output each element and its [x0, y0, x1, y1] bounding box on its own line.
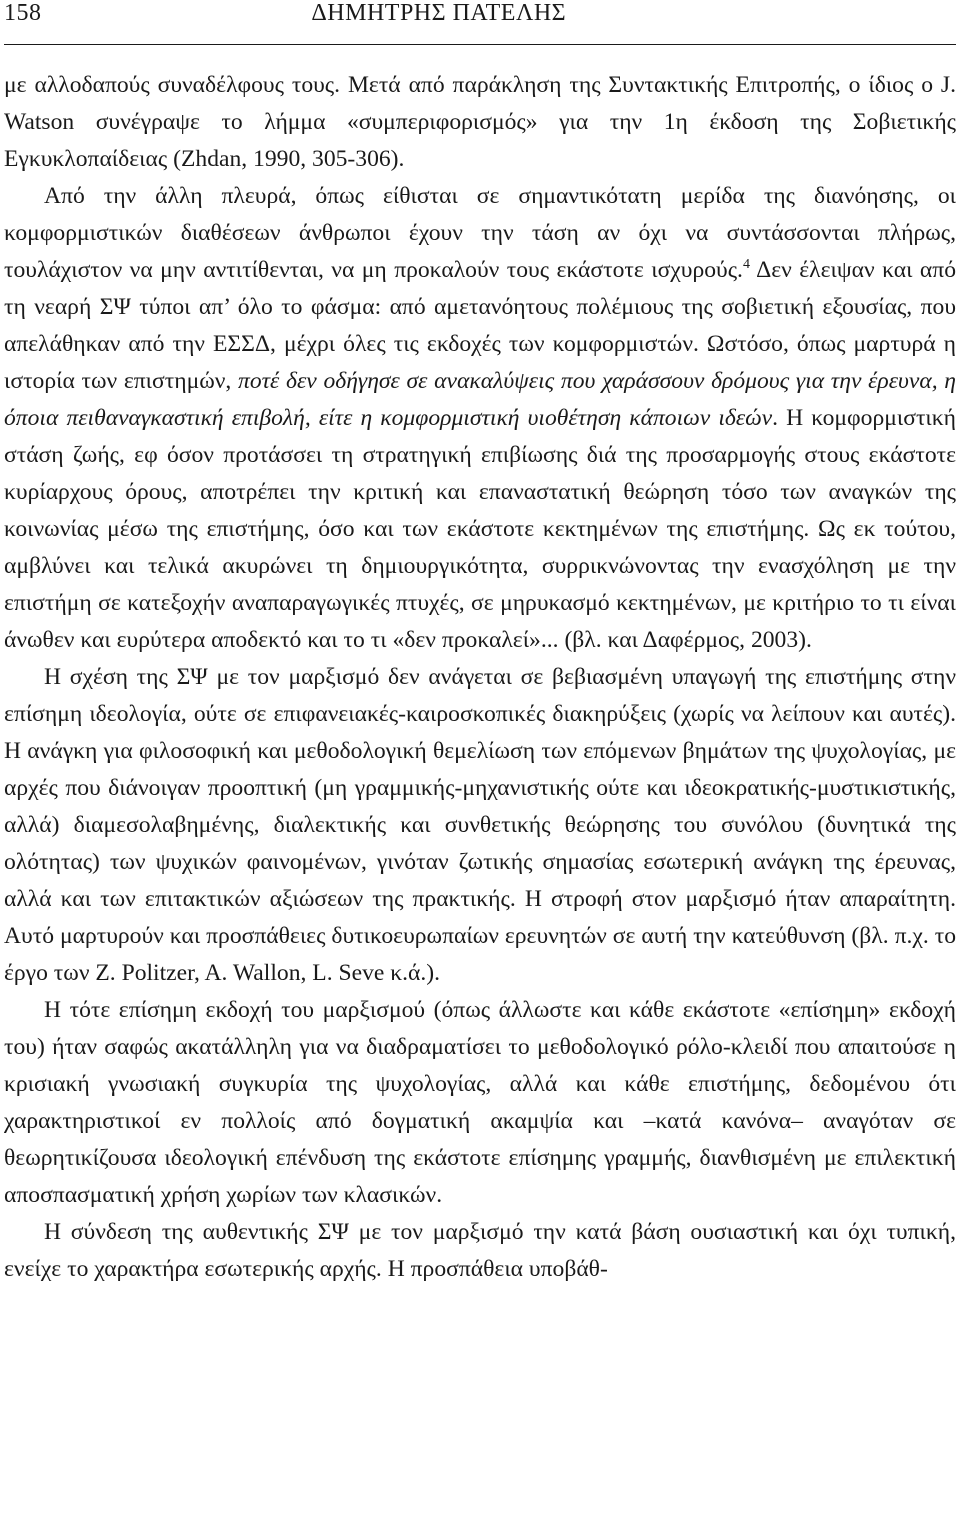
- paragraph-2-text-a: Από την άλλη πλευρά, όπως είθισται σε σημαντικότατη μερίδα της διανόησης, οι κομφορμιστικών διαθέσεων άνθρωποι έχουν την τάση αν όχι να συντάσσονται πλήρως, τουλάχιστον να μην αντιτίθενται, να μη προκαλούν τους εκάστοτε ισχυρούς.: [4, 183, 956, 283]
- paragraph-2-text-c: . Η κομφορμιστική στάση ζωής, εφ όσον προτάσσει τη στρατηγική επιβίωσης διά της προσαρμογής στους εκάστοτε κυρίαρχους όρους, αποτρέπει την κριτική και επαναστατική θεώρηση τόσο των αναγκών της κοινωνίας μέσω της επιστήμης, όσο και των εκάστοτε κεκτημένων της επιστήμης. Ως εκ τούτου, αμβλύνει και τελικά ακυρώνει τη δημιουργικότητα, συρρικνώνοντας την ενασχόληση με την επιστήμη σε κατεξοχήν αναπαραγωγικές πτυχές, σε μηρυκασμό κεκτημένων, με κριτήριο το τι είναι άνωθεν και ευρύτερα αποδεκτό και το τι «δεν προκαλεί»... (βλ. και Δαφέρμος, 2003).: [4, 405, 957, 653]
- footnote-marker: 4: [742, 257, 750, 273]
- paragraph-4-text: Η τότε επίσημη εκδοχή του μαρξισμού (όπως άλλωστε και κάθε εκάστοτε «επίσημη» εκδοχή του) ήταν σαφώς ακατάλληλη για να διαδραματίσει το μεθοδολογικό ρόλο-κλειδί που απαιτούσε η κρισιακή γνωσιακή συγκυρία της ψυχολογίας, αλλά και κάθε επιστήμης, δεδομένου ότι χαρακτηριστικοί εν πολλοίς από δογματική ακαμψία και –κατά κανόνα– αναγόταν σε θεωρητικίζουσα ιδεολογική επένδυση της εκάστοτε επίσημης γραμμής, διανθισμένη με επιλεκτική αποσπασματική χρήση χωρίων των κλασικών.: [4, 997, 956, 1208]
- body-text: [4, 45, 956, 1288]
- paragraph-3: [4, 659, 956, 992]
- paragraph-5-text: Η σύνδεση της αυθεντικής ΣΨ με τον μαρξισμό την κατά βάση ουσιαστική και όχι τυπική, ενείχε το χαρακτήρα εσωτερικής αρχής. Η προσπάθεια υποβάθ-: [4, 1219, 956, 1282]
- paragraph-2-text-b: Δεν έλειψαν και από τη νεαρή ΣΨ τύποι απ’ όλο το φάσμα: από αμετανόητους πολέμιους της σοβιετική εξουσίας, που απελάθηκαν από την ΕΣΣΔ, μέχρι όλες τις εκδοχές των κομφορμιστών. Ωστόσο, όπως μαρτυρά η ιστορία των επιστημών,: [4, 257, 957, 394]
- page-header: [4, 0, 956, 40]
- paragraph-5: [4, 1214, 956, 1288]
- paragraph-2-italic: ποτέ δεν οδήγησε σε ανακαλύψεις που χαράσσουν δρόμους για την έρευνα, η όποια πειθαναγκαστική επιβολή, είτε η κομφορμιστική υιοθέτηση κάποιων ιδεών: [4, 368, 956, 431]
- paragraph-2: [4, 178, 956, 659]
- paragraph-1: [4, 67, 956, 178]
- paragraph-1-text: με αλλοδαπούς συναδέλφους τους. Μετά από παράκληση της Συντακτικής Επιτροπής, ο ίδιος ο J. Watson συνέγραψε το λήμμα «συμπεριφορισμός» για την 1η έκδοση της Σοβιετικής Εγκυκλοπαίδειας (Zhdan, 1990, 305-306).: [4, 72, 956, 172]
- running-head: ΔΗΜΗΤΡΗΣ ΠΑΤΕΛΗΣ: [311, 0, 567, 26]
- paragraph-4: [4, 992, 956, 1214]
- page-number: 158: [4, 0, 42, 26]
- paragraph-3-text: Η σχέση της ΣΨ με τον μαρξισμό δεν ανάγεται σε βεβιασμένη υπαγωγή της επιστήμης στην επίσημη ιδεολογία, ούτε σε επιφανειακές-καιροσκοπικές διακηρύξεις (χωρίς να λείπουν και αυτές). Η ανάγκη για φιλοσοφική και μεθοδολογική θεμελίωση των επόμενων βημάτων της ψυχολογίας, με αρχές που διάνοιγαν προοπτική (μη γραμμικής-μηχανιστικής ούτε και ιδεοκρατικής-μυστικιστικής, αλλά) διαμεσολαβημένης, διαλεκτικής και συνθετικής θεώρησης του συνόλου (δυνητικά της ολότητας) των ψυχικών φαινομένων, γινόταν ζωτικής σημασίας εσωτερική ανάγκη της έρευνας, αλλά και των επιτακτικών αξιώσεων της πρακτικής. Η στροφή στον μαρξισμό ήταν απαραίτητη. Αυτό μαρτυρούν και προσπάθειες δυτικοευρωπαίων ερευνητών σε αυτή την κατεύθυνση (βλ. π.χ. το έργο των Z. Politzer, A. Wallon, L. Seve κ.ά.).: [4, 664, 956, 986]
